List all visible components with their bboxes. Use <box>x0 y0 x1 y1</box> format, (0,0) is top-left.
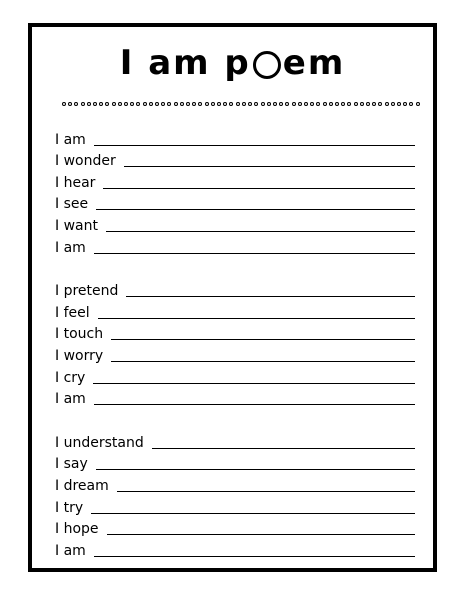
write-in-line <box>98 318 415 319</box>
line-prompt: I understand <box>55 434 144 451</box>
line-prompt: I say <box>55 456 88 473</box>
decorative-dot-border <box>62 100 420 107</box>
write-in-line <box>111 361 415 362</box>
decorative-dot <box>174 102 178 106</box>
line-prompt: I am <box>55 542 86 559</box>
decorative-dot <box>335 102 339 106</box>
line-prompt: I dream <box>55 477 109 494</box>
decorative-dot <box>186 102 190 106</box>
decorative-dot <box>87 102 91 106</box>
write-in-line <box>126 296 415 297</box>
decorative-dot <box>310 102 314 106</box>
decorative-dot <box>161 102 165 106</box>
write-in-line <box>152 448 415 449</box>
poem-line <box>55 126 415 148</box>
line-prompt: I wonder <box>55 153 116 170</box>
decorative-dot <box>62 102 66 106</box>
decorative-dot <box>217 102 221 106</box>
decorative-dot <box>167 102 171 106</box>
decorative-dot <box>416 102 420 106</box>
decorative-dot <box>397 102 401 106</box>
decorative-dot <box>341 102 345 106</box>
poem-line <box>55 278 415 300</box>
decorative-dot <box>347 102 351 106</box>
decorative-dot <box>124 102 128 106</box>
write-in-line <box>93 383 415 384</box>
write-in-line <box>94 253 415 254</box>
poem-line <box>55 364 415 386</box>
decorative-dot <box>391 102 395 106</box>
decorative-dot <box>99 102 103 106</box>
decorative-dot <box>180 102 184 106</box>
decorative-dot <box>329 102 333 106</box>
decorative-dot <box>261 102 265 106</box>
title-text-part1: I am p <box>119 43 251 83</box>
poem-line <box>55 169 415 191</box>
decorative-dot <box>354 102 358 106</box>
poem-stanza-2 <box>32 278 433 408</box>
write-in-line <box>117 491 415 492</box>
decorative-dot <box>118 102 122 106</box>
poem-line <box>55 516 415 538</box>
write-in-line <box>94 404 415 405</box>
poem-line <box>55 537 415 559</box>
stanza-gap <box>32 256 433 278</box>
worksheet-frame <box>28 23 437 572</box>
line-prompt: I am <box>55 391 86 408</box>
decorative-dot <box>323 102 327 106</box>
decorative-dot <box>372 102 376 106</box>
worksheet-title <box>32 43 433 83</box>
decorative-dot <box>285 102 289 106</box>
poem-line <box>55 494 415 516</box>
write-in-line <box>111 339 415 340</box>
line-prompt: I cry <box>55 369 86 386</box>
decorative-dot <box>279 102 283 106</box>
decorative-dot <box>403 102 407 106</box>
decorative-dot <box>223 102 227 106</box>
decorative-dot <box>385 102 389 106</box>
poem-line <box>55 299 415 321</box>
decorative-dot <box>378 102 382 106</box>
decorative-dot <box>242 102 246 106</box>
poem-line <box>55 451 415 473</box>
poem-line <box>55 212 415 234</box>
line-prompt: I try <box>55 499 84 516</box>
poem-lines <box>32 126 433 559</box>
title-text-part2: em <box>282 43 346 83</box>
decorative-dot <box>136 102 140 106</box>
decorative-dot <box>316 102 320 106</box>
poem-line <box>55 321 415 343</box>
write-in-line <box>96 209 415 210</box>
line-prompt: I feel <box>55 304 90 321</box>
line-prompt: I see <box>55 196 89 213</box>
write-in-line <box>91 513 415 514</box>
decorative-dot <box>112 102 116 106</box>
poem-line <box>55 472 415 494</box>
poem-line <box>55 191 415 213</box>
decorative-dot <box>267 102 271 106</box>
decorative-dot <box>409 102 413 106</box>
decorative-dot <box>292 102 296 106</box>
line-prompt: I pretend <box>55 283 119 300</box>
decorative-dot <box>205 102 209 106</box>
decorative-dot <box>304 102 308 106</box>
decorative-dot <box>366 102 370 106</box>
decorative-dot <box>211 102 215 106</box>
decorative-dot <box>192 102 196 106</box>
line-prompt: I hope <box>55 521 99 538</box>
poem-line <box>55 148 415 170</box>
decorative-dot <box>143 102 147 106</box>
stanza-gap <box>32 407 433 429</box>
decorative-dot <box>273 102 277 106</box>
flower-icon <box>253 51 281 79</box>
write-in-line <box>94 556 415 557</box>
write-in-line <box>94 145 415 146</box>
poem-line <box>55 342 415 364</box>
decorative-dot <box>105 102 109 106</box>
write-in-line <box>96 469 415 470</box>
line-prompt: I am <box>55 239 86 256</box>
write-in-line <box>124 166 415 167</box>
poem-line <box>55 429 415 451</box>
decorative-dot <box>149 102 153 106</box>
line-prompt: I hear <box>55 174 96 191</box>
decorative-dot <box>229 102 233 106</box>
write-in-line <box>106 231 415 232</box>
decorative-dot <box>81 102 85 106</box>
line-prompt: I worry <box>55 347 104 364</box>
decorative-dot <box>236 102 240 106</box>
decorative-dot <box>360 102 364 106</box>
decorative-dot <box>93 102 97 106</box>
decorative-dot <box>74 102 78 106</box>
decorative-dot <box>248 102 252 106</box>
poem-stanza-1 <box>32 126 433 256</box>
decorative-dot <box>130 102 134 106</box>
line-prompt: I am <box>55 131 86 148</box>
write-in-line <box>103 188 415 189</box>
line-prompt: I want <box>55 217 98 234</box>
line-prompt: I touch <box>55 326 104 343</box>
decorative-dot <box>68 102 72 106</box>
decorative-dot <box>254 102 258 106</box>
decorative-dot <box>155 102 159 106</box>
decorative-dot <box>198 102 202 106</box>
poem-line <box>55 234 415 256</box>
decorative-dot <box>298 102 302 106</box>
poem-line <box>55 386 415 408</box>
poem-stanza-3 <box>32 429 433 559</box>
write-in-line <box>107 534 415 535</box>
